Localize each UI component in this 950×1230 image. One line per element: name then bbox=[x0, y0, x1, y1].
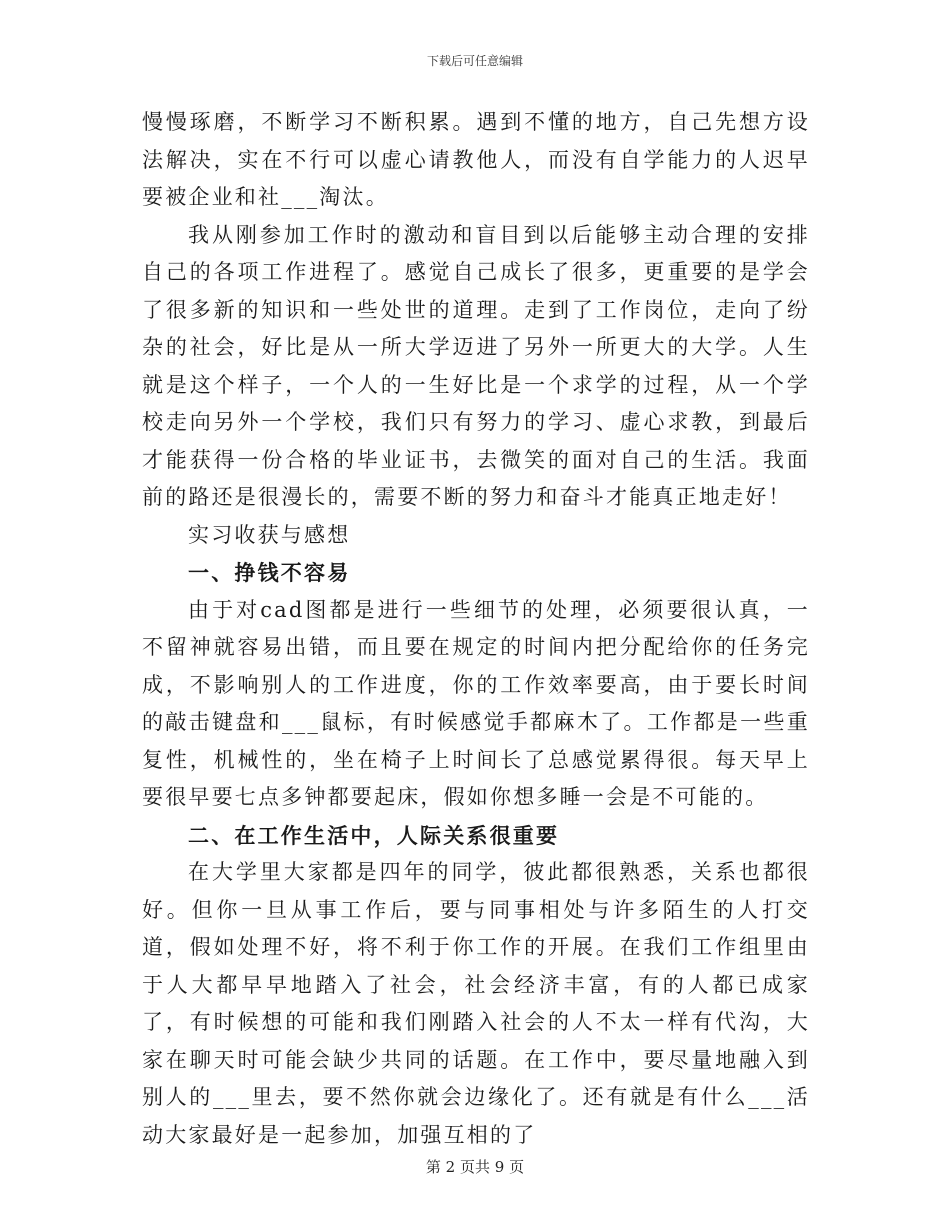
page-header: 下载后可任意编辑 bbox=[426, 54, 523, 68]
paragraph-work-detail: 由于对cad图都是进行一些细节的处理，必须要很认真，一不留神就容易出错，而且要在规定的时间内把分配给你的任务完成，不影响别人的工作进度，你的工作效率要高，由于要长时间的敲击键盘和___鼠标，有时候感觉手都麻木了。工作都是一些重复性，机械性的，坐在椅子上时间长了总感觉累得很。每天早上要很早要七点多钟都要起床，假如你想多睡一会是不可能的。 bbox=[142, 597, 810, 809]
section-subtitle: 实习收获与感想 bbox=[188, 522, 351, 547]
page-footer: 第 2 页共 9 页 bbox=[425, 1158, 525, 1176]
document-body bbox=[142, 104, 810, 1154]
paragraph-growth: 我从刚参加工作时的激动和盲目到以后能够主动合理的安排自己的各项工作进程了。感觉自己成长了很多，更重要的是学会了很多新的知识和一些处世的道理。走到了工作岗位，走向了纷杂的社会，好比是从一所大学迈进了另外一所更大的大学。人生就是这个样子，一个人的一生好比是一个求学的过程，从一个学校走向另外一个学校，我们只有努力的学习、虚心求教，到最后才能获得一份合格的毕业证书，去微笑的面对自己的生活。我面前的路还是很漫长的，需要不断的努力和奋斗才能真正地走好！ bbox=[142, 222, 810, 509]
heading-relationships: 二、在工作生活中，人际关系很重要 bbox=[188, 822, 560, 848]
paragraph-relationships: 在大学里大家都是四年的同学，彼此都很熟悉，关系也都很好。但你一旦从事工作后，要与同事相处与许多陌生的人打交道，假如处理不好，将不利于你工作的开展。在我们工作组里由于人大都早早地踏入了社会，社会经济丰富，有的人都已成家了，有时候想的可能和我们刚踏入社会的人不太一样有代沟，大家在聊天时可能会缺少共同的话题。在工作中，要尽量地融入到别人的___里去，要不然你就会边缘化了。还有就是有什么___活动大家最好是一起参加，加强互相的了 bbox=[142, 860, 810, 1147]
heading-earning-money: 一、挣钱不容易 bbox=[188, 560, 351, 585]
paragraph-continuation: 慢慢琢磨，不断学习不断积累。遇到不懂的地方，自己先想方设法解决，实在不行可以虚心请教他人，而没有自学能力的人迟早要被企业和社___淘汰。 bbox=[142, 110, 810, 209]
